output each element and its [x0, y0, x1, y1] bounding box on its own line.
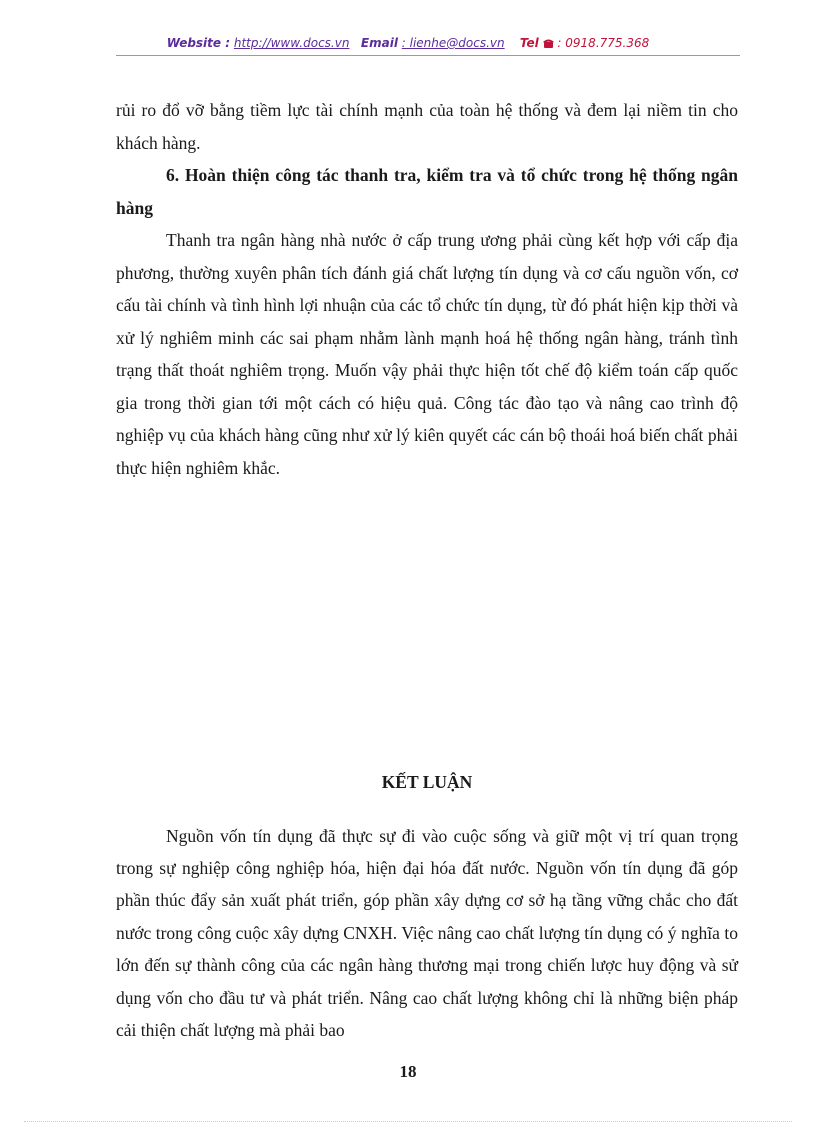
phone-icon: [543, 38, 554, 48]
page-header: [0, 36, 816, 50]
page-number: 18: [399, 1062, 417, 1081]
email-label: Email: [360, 36, 398, 50]
header-divider: [116, 55, 740, 56]
footer-divider: [24, 1121, 792, 1122]
website-link[interactable]: http://www.docs.vn: [233, 36, 350, 50]
conclusion-body: [116, 802, 738, 1064]
tel-value: : 0918.775.368: [557, 36, 650, 50]
section-heading: 6. Hoàn thiện công tác thanh tra, kiểm tra và tổ chức trong hệ thống ngân hàng: [116, 165, 738, 218]
website-label: Website :: [166, 36, 231, 50]
page-body: [116, 94, 738, 484]
paragraph-2: Thanh tra ngân hàng nhà nước ở cấp trung ương phải cùng kết hợp với cấp địa phương, thường xuyên phân tích đánh giá chất lượng tín dụng và cơ cấu nguồn vốn, cơ cấu tài chính và tình hình lợi nhuận của các tổ chức tín dụng, từ đó phát hiện kịp thời và xử lý nghiêm minh các sai phạm nhằm lành mạnh hoá hệ thống ngân hàng, tránh tình trạng thất thoát nghiêm trọng. Muốn vậy phải thực hiện tốt chế độ kiểm toán cấp quốc gia trong thời gian tới một cách có hiệu quả. Công tác đào tạo và nâng cao trình độ nghiệp vụ của khách hàng cũng như xử lý kiên quyết các cán bộ thoái hoá biến chất phải thực hiện nghiêm khắc.: [116, 230, 738, 478]
email-link[interactable]: : lienhe@docs.vn: [401, 36, 505, 50]
paragraph-1: rủi ro đổ vỡ bằng tiềm lực tài chính mạnh của toàn hệ thống và đem lại niềm tin cho khách hàng.: [116, 100, 738, 153]
tel-label: Tel: [519, 36, 539, 50]
conclusion-title: KẾT LUẬN: [381, 772, 473, 792]
conclusion-paragraph: Nguồn vốn tín dụng đã thực sự đi vào cuộc sống và giữ một vị trí quan trọng trong sự nghiệp công nghiệp hóa, hiện đại hóa đất nước. Nguồn vốn tín dụng đã góp phần thúc đẩy sản xuất phát triển, góp phần xây dựng cơ sở hạ tầng vững chắc cho đất nước trong công cuộc xây dựng CNXH. Việc nâng cao chất lượng tín dụng có ý nghĩa to lớn đến sự thành công của các ngân hàng thương mại trong chiến lược huy động và sử dụng vốn cho đầu tư và phát triển. Nâng cao chất lượng không chỉ là những biện pháp cải thiện chất lượng mà phải bao: [116, 825, 738, 1040]
